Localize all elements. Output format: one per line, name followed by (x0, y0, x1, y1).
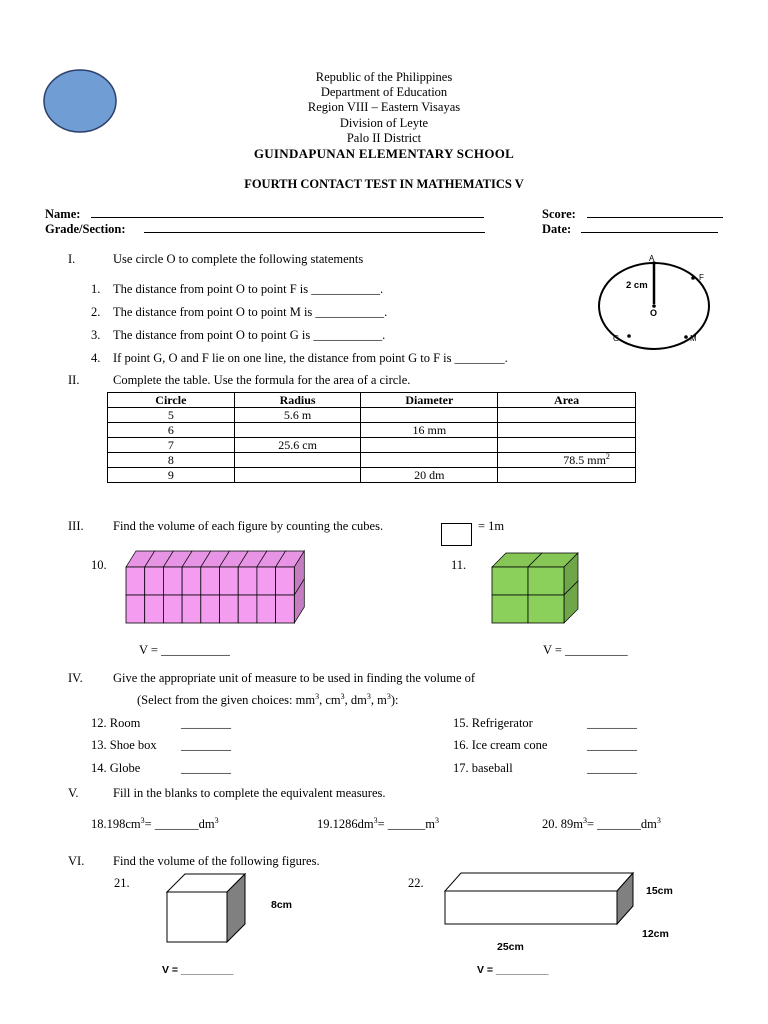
table-cell[interactable] (498, 468, 636, 483)
cube-front-face (126, 567, 145, 595)
item-baseball-blank[interactable]: ________ (587, 761, 637, 775)
table-cell[interactable] (361, 408, 498, 423)
area-value: 78.5 mm (563, 453, 606, 467)
sup-3: 3 (340, 691, 345, 701)
date-label: Date: (542, 222, 572, 236)
area-table (107, 392, 636, 483)
q20-text: 20. 89m (542, 817, 583, 831)
cube-front-face (220, 567, 239, 595)
score-line[interactable] (587, 206, 723, 218)
table-cell[interactable] (361, 453, 498, 468)
table-cell: 25.6 cm (234, 438, 361, 453)
sup-3: 3 (435, 815, 440, 825)
table-cell-area (498, 453, 636, 468)
table-cell[interactable] (234, 468, 361, 483)
cube-front-face (126, 595, 145, 623)
table-cell: 20 dm (361, 468, 498, 483)
item-refrigerator-blank[interactable]: ________ (587, 716, 637, 730)
table-cell: 5 (108, 408, 235, 423)
part4-choices (137, 693, 398, 708)
table-row (108, 408, 636, 423)
cube-front-face (238, 567, 257, 595)
part1-instruction: Use circle O to complete the following statements (113, 252, 364, 266)
header-diameter: Diameter (361, 393, 498, 408)
table-row (108, 423, 636, 438)
prism-length-label: 25cm (497, 941, 524, 953)
cube-front-face (182, 595, 201, 623)
name-label: Name: (45, 207, 81, 221)
table-row (108, 468, 636, 483)
part2-numeral: II. (68, 373, 80, 387)
test-title: FOURTH CONTACT TEST IN MATHEMATICS V (244, 177, 524, 191)
table-cell: 5.6 m (234, 408, 361, 423)
area-superscript: 2 (605, 452, 610, 461)
part3-numeral: III. (68, 519, 84, 533)
cube-front-face (145, 567, 164, 595)
v22-answer[interactable]: V = _________ (477, 964, 549, 976)
q18-text: = _______dm (144, 817, 215, 831)
part4-instruction: Give the appropriate unit of measure to be used in finding the volume of (113, 671, 476, 685)
question-18[interactable] (91, 817, 219, 832)
header-radius: Radius (234, 393, 361, 408)
prism-front (445, 891, 617, 924)
cube-front-face (182, 567, 201, 595)
item-refrigerator: 15. Refrigerator (453, 716, 533, 730)
q20-text: = _______dm (586, 817, 657, 831)
item-shoebox: 13. Shoe box (91, 738, 157, 752)
prism-height-label: 15cm (646, 885, 673, 897)
sup-3: 3 (386, 691, 391, 701)
part5-instruction: Fill in the blanks to complete the equivalent measures. (113, 786, 386, 800)
table-cell: 6 (108, 423, 235, 438)
label-g: G (613, 334, 620, 343)
header-line4: Division of Leyte (339, 116, 429, 130)
cube-front-face (492, 595, 528, 623)
table-cell[interactable] (498, 423, 636, 438)
table-header-row (108, 393, 636, 408)
part1-numeral: I. (68, 252, 76, 266)
header-area: Area (498, 393, 636, 408)
cube-front-face (201, 595, 220, 623)
q19-text: = ______m (377, 817, 436, 831)
q18-text: 18.198cm (91, 817, 141, 831)
header-line2: Department of Education (320, 85, 448, 99)
part4-numeral: IV. (68, 671, 83, 685)
choices-text: , cm (319, 693, 341, 707)
part1-item-num: 1. (91, 282, 101, 296)
v21-answer[interactable]: V = _________ (162, 964, 234, 976)
school-name: GUINDAPUNAN ELEMENTARY SCHOOL (253, 146, 515, 161)
table-cell: 7 (108, 438, 235, 453)
label-f: F (699, 273, 704, 282)
sup-3: 3 (373, 815, 378, 825)
table-cell[interactable] (498, 408, 636, 423)
part1-item-num: 3. (91, 328, 101, 342)
item-icecream-blank[interactable]: ________ (587, 738, 637, 752)
point-m (684, 335, 688, 339)
cube-front-face (220, 595, 239, 623)
label-o: O (650, 308, 658, 318)
cube-front-face (528, 567, 564, 595)
cube-front-face (145, 595, 164, 623)
cube-front-face (276, 567, 295, 595)
point-f (691, 276, 695, 280)
choices-text: ): (390, 693, 399, 707)
cube-front-face (492, 567, 528, 595)
part3-instruction: Find the volume of each figure by counting the cubes. (113, 519, 384, 533)
cube-front-face (163, 567, 182, 595)
table-cell: 16 mm (361, 423, 498, 438)
part6-instruction: Find the volume of the following figures. (113, 854, 320, 868)
sup-3: 3 (214, 815, 219, 825)
cube-label: 8cm (271, 899, 293, 911)
choices-text: (Select from the given choices: mm (137, 693, 316, 707)
choices-text: , dm (344, 693, 367, 707)
choices-text: , m (370, 693, 387, 707)
prism-depth-label: 12cm (642, 928, 669, 940)
sup-3: 3 (140, 815, 145, 825)
prism-figure (443, 869, 643, 929)
v10-answer[interactable]: V = ___________ (139, 643, 230, 657)
table-cell[interactable] (234, 423, 361, 438)
cube-front-face (257, 567, 276, 595)
prism-top (445, 873, 633, 891)
table-cell[interactable] (234, 453, 361, 468)
item-icecream: 16. Ice cream cone (453, 738, 548, 752)
item10-label: 10. (91, 558, 107, 572)
cube-front-face (257, 595, 276, 623)
item-room-blank[interactable]: ________ (181, 716, 231, 730)
header-line3: Region VIII – Eastern Visayas (307, 100, 461, 114)
cube-front-face (163, 595, 182, 623)
cube-front (167, 892, 227, 942)
green-cubes-figure (490, 545, 600, 635)
date-line[interactable] (581, 221, 718, 233)
part6-numeral: VI. (68, 854, 85, 868)
unit-cube-box (441, 523, 472, 546)
item11-label: 11. (451, 558, 467, 572)
cube-front-face (238, 595, 257, 623)
unit-label: = 1m (478, 519, 505, 533)
grade-label: Grade/Section: (45, 222, 126, 236)
table-cell: 9 (108, 468, 235, 483)
sup-3: 3 (582, 815, 587, 825)
part1-item-text: The distance from point O to point G is ___________. (113, 328, 386, 342)
part1-item-num: 2. (91, 305, 101, 319)
part1-item-text: If point G, O and F lie on one line, the distance from point G to F is ________. (113, 351, 508, 365)
table-cell[interactable] (498, 438, 636, 453)
table-row (108, 438, 636, 453)
item22-label: 22. (408, 876, 424, 890)
item-room: 12. Room (91, 716, 141, 730)
table-row (108, 453, 636, 468)
v11-answer[interactable]: V = __________ (543, 643, 628, 657)
point-g (627, 334, 631, 338)
part2-instruction: Complete the table. Use the formula for the area of a circle. (113, 373, 411, 387)
cube-front-face (201, 567, 220, 595)
table-cell[interactable] (361, 438, 498, 453)
table-cell: 8 (108, 453, 235, 468)
item21-label: 21. (114, 876, 130, 890)
question-20[interactable] (542, 817, 661, 832)
item-shoebox-blank[interactable]: ________ (181, 738, 231, 752)
label-a: A (649, 254, 655, 263)
q19-text: 19.1286dm (317, 817, 374, 831)
label-m: M (690, 334, 697, 343)
name-line[interactable] (91, 206, 484, 218)
header-line1: Republic of the Philippines (315, 70, 453, 84)
part1-item-text: The distance from point O to point M is ___________. (113, 305, 388, 319)
item-baseball: 17. baseball (453, 761, 513, 775)
cube-front-face (528, 595, 564, 623)
question-19[interactable] (317, 817, 439, 832)
part5-numeral: V. (68, 786, 79, 800)
part1-item-text: The distance from point O to point F is ___________. (113, 282, 384, 296)
sup-3: 3 (366, 691, 371, 701)
grade-line[interactable] (144, 221, 485, 233)
header-circle: Circle (108, 393, 235, 408)
part1-item-num: 4. (91, 351, 101, 365)
radius-label: 2 cm (626, 280, 648, 291)
header-line5: Palo II District (346, 131, 422, 145)
sup-3: 3 (315, 691, 320, 701)
score-label: Score: (542, 207, 576, 221)
cube-front-face (276, 595, 295, 623)
item-globe-blank[interactable]: ________ (181, 761, 231, 775)
cube-figure (165, 872, 255, 952)
sup-3: 3 (656, 815, 661, 825)
item-globe: 14. Globe (91, 761, 141, 775)
pink-cubes-figure (124, 547, 324, 637)
